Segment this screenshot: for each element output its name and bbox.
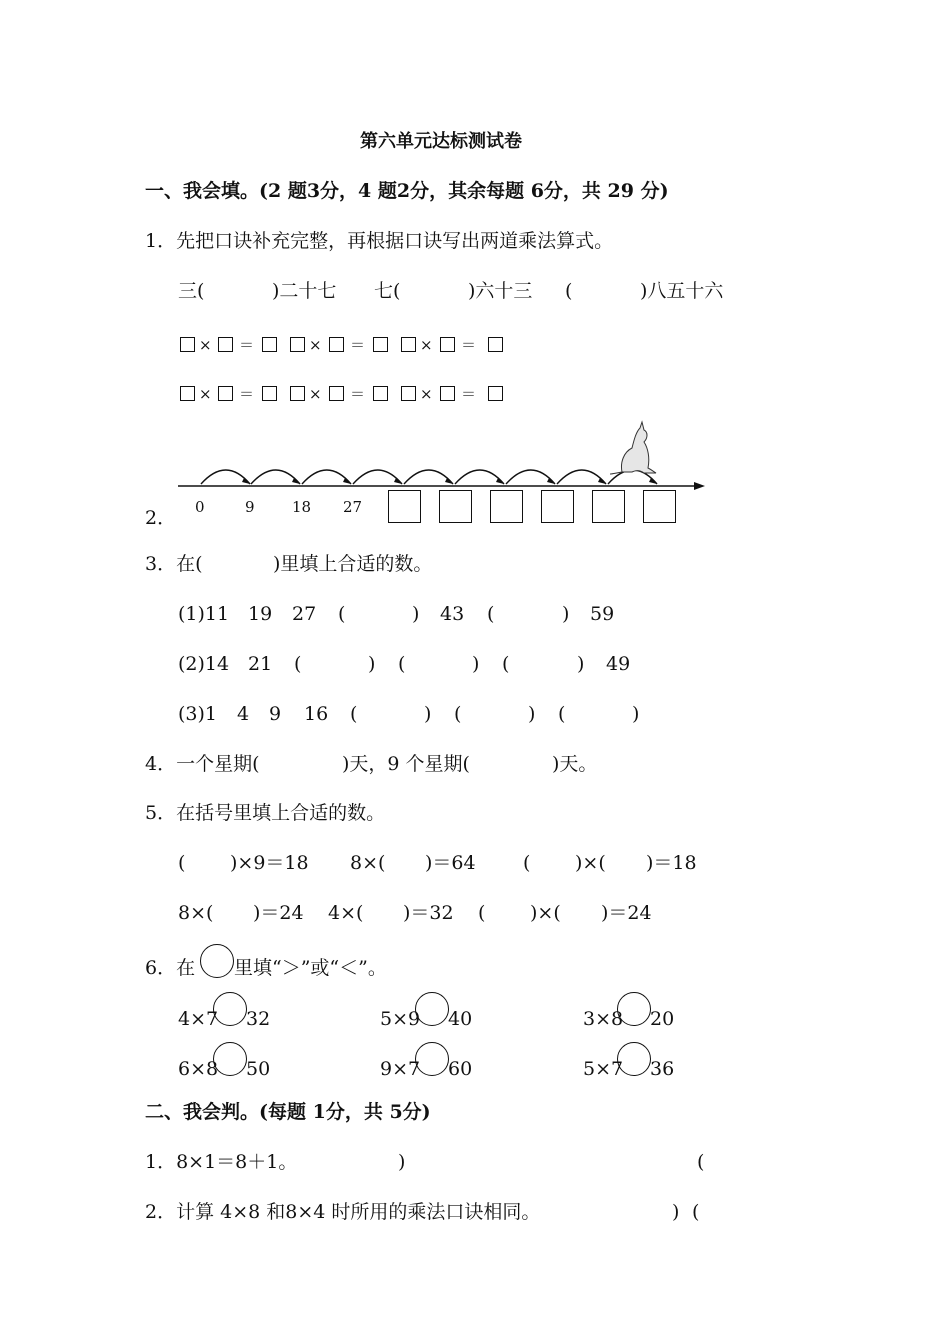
answer-box[interactable] (329, 337, 344, 352)
times-sign: × (420, 336, 433, 354)
sequence-item: 27 (292, 603, 317, 625)
judge-1-open-paren[interactable]: ( (697, 1151, 705, 1173)
compare-right: 60 (448, 1058, 473, 1080)
judge-1-text: 1．8×1＝8＋1。 (145, 1151, 298, 1173)
sequence-item: (1)11 (178, 603, 230, 625)
question-4-part-c: )天。 (552, 753, 598, 775)
sequence-item: (2)14 (178, 653, 230, 675)
answer-box[interactable] (290, 386, 305, 401)
compare-right: 36 (650, 1058, 675, 1080)
sequence-item: 16 (304, 703, 329, 725)
compare-left: 3×8 (583, 1008, 624, 1030)
number-line-answer-box[interactable] (490, 490, 523, 523)
blank-close-paren: ) (412, 603, 420, 625)
judge-1-close-paren: ) (398, 1151, 406, 1173)
answer-box[interactable] (180, 337, 195, 352)
sequence-item: 4 (237, 703, 250, 725)
times-sign: × (199, 385, 212, 403)
question-5-text: 5．在括号里填上合适的数。 (145, 802, 386, 824)
blank-close-paren: ) (632, 703, 640, 725)
blank-close-paren: ) (577, 653, 585, 675)
section-2-heading: 二、我会判。(每题 1分，共 5分) (145, 1101, 431, 1123)
number-line-answer-box[interactable] (592, 490, 625, 523)
answer-box[interactable] (262, 386, 277, 401)
answer-box[interactable] (218, 386, 233, 401)
tick-label: 27 (343, 498, 363, 516)
times-sign: × (309, 336, 322, 354)
answer-box[interactable] (401, 337, 416, 352)
equation-part[interactable]: 8×( (178, 902, 214, 924)
answer-box[interactable] (373, 386, 388, 401)
blank-close-paren: ) (472, 653, 480, 675)
compare-circle[interactable] (415, 1042, 449, 1076)
equation-part[interactable]: )×( (575, 852, 606, 874)
number-line-answer-box[interactable] (439, 490, 472, 523)
compare-left: 5×9 (380, 1008, 421, 1030)
compare-circle[interactable] (415, 992, 449, 1026)
page-title: 第六单元达标测试卷 (360, 131, 522, 152)
equation-part: )×9＝18 (230, 852, 309, 874)
equation-part: )＝64 (425, 852, 476, 874)
equation-part[interactable]: 8×( (350, 852, 386, 874)
times-sign: × (199, 336, 212, 354)
equals-sign: ＝ (239, 336, 255, 354)
compare-left: 5×7 (583, 1058, 624, 1080)
tick-label: 9 (245, 498, 255, 516)
blank-open-paren[interactable]: ( (350, 703, 358, 725)
compare-left: 9×7 (380, 1058, 421, 1080)
equation-part: )＝24 (253, 902, 304, 924)
mnemonic-2-start: 七( (374, 280, 401, 302)
mnemonic-3-start: ( (565, 280, 573, 302)
blank-close-paren: ) (528, 703, 536, 725)
compare-circle[interactable] (213, 992, 247, 1026)
equals-sign: ＝ (239, 385, 255, 403)
answer-box[interactable] (218, 337, 233, 352)
times-sign: × (420, 385, 433, 403)
mnemonic-1-end: )二十七 (272, 280, 337, 302)
blank-close-paren: ) (368, 653, 376, 675)
blank-open-paren[interactable]: ( (178, 852, 186, 874)
sequence-item: 49 (606, 653, 631, 675)
blank-open-paren[interactable]: ( (478, 902, 486, 924)
compare-circle[interactable] (617, 992, 651, 1026)
equation-part[interactable]: )×( (530, 902, 561, 924)
section-1-heading: 一、我会填。(2 题3分，4 题2分，其余每题 6分，共 29 分) (145, 180, 669, 202)
question-1-text: 1．先把口诀补充完整，再根据口诀写出两道乘法算式。 (145, 230, 614, 252)
number-line-answer-box[interactable] (388, 490, 421, 523)
compare-right: 20 (650, 1008, 675, 1030)
question-6-text-start: 6．在 (145, 957, 196, 979)
answer-box[interactable] (488, 386, 503, 401)
number-line-answer-box[interactable] (643, 490, 676, 523)
answer-box[interactable] (373, 337, 388, 352)
compare-circle-icon (200, 944, 234, 978)
number-line (170, 418, 715, 498)
sequence-item: 43 (440, 603, 465, 625)
judge-2-open-paren[interactable]: ( (692, 1201, 700, 1223)
equals-sign: ＝ (461, 336, 477, 354)
equals-sign: ＝ (461, 385, 477, 403)
number-line-answer-box[interactable] (541, 490, 574, 523)
equation-part: )＝32 (403, 902, 454, 924)
answer-box[interactable] (329, 386, 344, 401)
blank-open-paren[interactable]: ( (294, 653, 302, 675)
sequence-item: 59 (590, 603, 615, 625)
blank-open-paren[interactable]: ( (454, 703, 462, 725)
mnemonic-2-end: )六十三 (468, 280, 533, 302)
compare-circle[interactable] (617, 1042, 651, 1076)
answer-box[interactable] (290, 337, 305, 352)
blank-open-paren[interactable]: ( (398, 653, 406, 675)
question-3-text-start: 3．在( (145, 553, 203, 575)
equation-part: )＝18 (646, 852, 697, 874)
sequence-item: 21 (248, 653, 273, 675)
answer-box[interactable] (262, 337, 277, 352)
answer-box[interactable] (180, 386, 195, 401)
question-3-text-end: )里填上合适的数。 (273, 553, 433, 575)
sequence-item: (3)1 (178, 703, 218, 725)
compare-right: 32 (246, 1008, 271, 1030)
mnemonic-1-start: 三( (178, 280, 205, 302)
tick-label: 18 (292, 498, 312, 516)
sequence-item: 19 (248, 603, 273, 625)
blank-open-paren[interactable]: ( (502, 653, 510, 675)
answer-box[interactable] (488, 337, 503, 352)
tick-label: 0 (195, 498, 205, 516)
question-2-number: 2． (145, 507, 177, 529)
equation-part[interactable]: 4×( (328, 902, 364, 924)
blank-close-paren: ) (562, 603, 570, 625)
compare-right: 50 (246, 1058, 271, 1080)
kangaroo-icon (610, 422, 656, 474)
blank-open-paren[interactable]: ( (487, 603, 495, 625)
question-6-text-end: 里填“＞”或“＜”。 (234, 957, 387, 979)
judge-2-close-paren: ) (672, 1201, 680, 1223)
answer-box[interactable] (401, 386, 416, 401)
sequence-item: 9 (269, 703, 282, 725)
answer-box[interactable] (440, 337, 455, 352)
compare-left: 6×8 (178, 1058, 219, 1080)
blank-close-paren: ) (424, 703, 432, 725)
blank-open-paren[interactable]: ( (523, 852, 531, 874)
mnemonic-3-end: )八五十六 (640, 280, 724, 302)
equals-sign: ＝ (350, 336, 366, 354)
blank-open-paren[interactable]: ( (338, 603, 346, 625)
compare-right: 40 (448, 1008, 473, 1030)
equals-sign: ＝ (350, 385, 366, 403)
compare-circle[interactable] (213, 1042, 247, 1076)
question-4-part-b: )天，9 个星期( (342, 753, 470, 775)
times-sign: × (309, 385, 322, 403)
answer-box[interactable] (440, 386, 455, 401)
blank-open-paren[interactable]: ( (558, 703, 566, 725)
compare-left: 4×7 (178, 1008, 219, 1030)
question-4-part-a: 4．一个星期( (145, 753, 260, 775)
equation-part: )＝24 (601, 902, 652, 924)
judge-2-text: 2．计算 4×8 和8×4 时所用的乘法口诀相同。 (145, 1201, 541, 1223)
